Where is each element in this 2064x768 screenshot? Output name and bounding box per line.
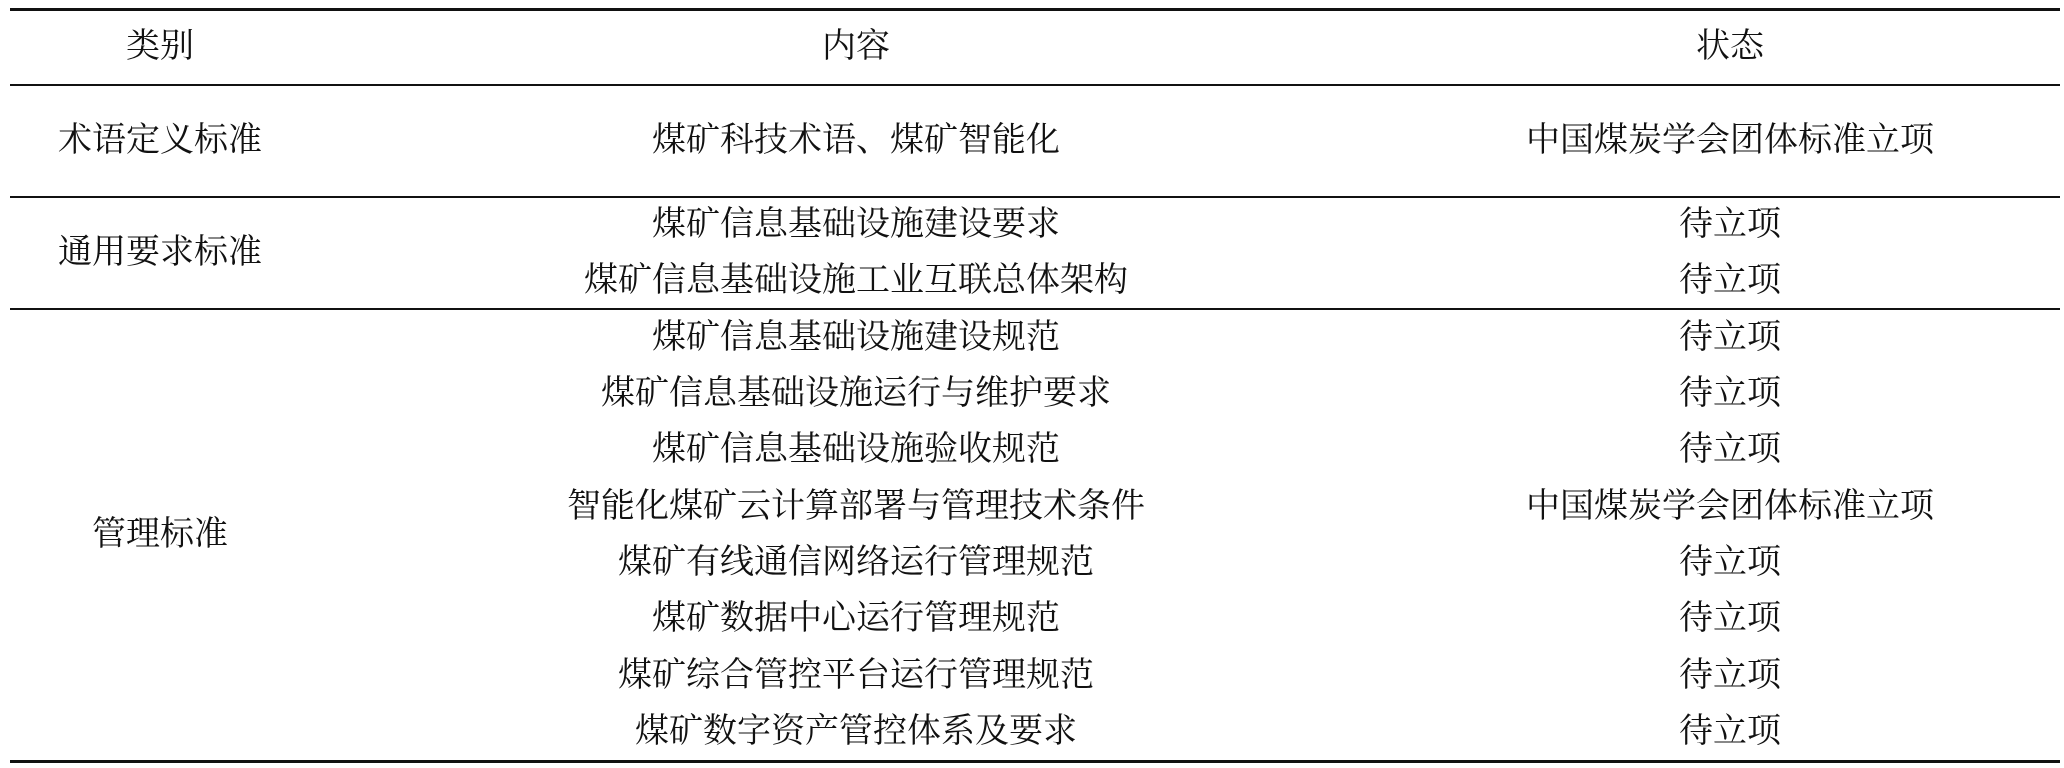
category-cell: 管理标准: [92, 514, 228, 554]
content-cell: 智能化煤矿云计算部署与管理技术条件: [567, 486, 1145, 526]
status-cell: 待立项: [1679, 429, 1781, 469]
header-category: 类别: [126, 26, 194, 66]
status-cell: 待立项: [1679, 655, 1781, 695]
category-cell: 通用要求标准: [58, 232, 262, 272]
status-cell: 待立项: [1679, 542, 1781, 582]
content-cell: 煤矿信息基础设施运行与维护要求: [601, 373, 1111, 413]
header-status: 状态: [1696, 26, 1764, 66]
group-divider-2: [10, 308, 2060, 310]
status-cell: 待立项: [1679, 260, 1781, 300]
content-cell: 煤矿数字资产管控体系及要求: [635, 711, 1077, 751]
table-bottom-rule: [10, 760, 2060, 763]
status-cell: 待立项: [1679, 317, 1781, 357]
status-cell: 中国煤炭学会团体标准立项: [1526, 120, 1934, 160]
content-cell: 煤矿综合管控平台运行管理规范: [618, 655, 1094, 695]
status-cell: 待立项: [1679, 598, 1781, 638]
status-cell: 中国煤炭学会团体标准立项: [1526, 486, 1934, 526]
content-cell: 煤矿信息基础设施建设要求: [652, 204, 1060, 244]
content-cell: 煤矿有线通信网络运行管理规范: [618, 542, 1094, 582]
header-content: 内容: [822, 26, 890, 66]
table-top-rule: [10, 8, 2060, 11]
content-cell: 煤矿数据中心运行管理规范: [652, 598, 1060, 638]
status-cell: 待立项: [1679, 711, 1781, 751]
content-cell: 煤矿信息基础设施建设规范: [652, 317, 1060, 357]
group-divider-1: [10, 196, 2060, 198]
content-cell: 煤矿科技术语、煤矿智能化: [652, 120, 1060, 160]
category-cell: 术语定义标准: [58, 120, 262, 160]
header-bottom-rule: [10, 84, 2060, 86]
status-cell: 待立项: [1679, 373, 1781, 413]
status-cell: 待立项: [1679, 204, 1781, 244]
content-cell: 煤矿信息基础设施验收规范: [652, 429, 1060, 469]
content-cell: 煤矿信息基础设施工业互联总体架构: [584, 260, 1128, 300]
